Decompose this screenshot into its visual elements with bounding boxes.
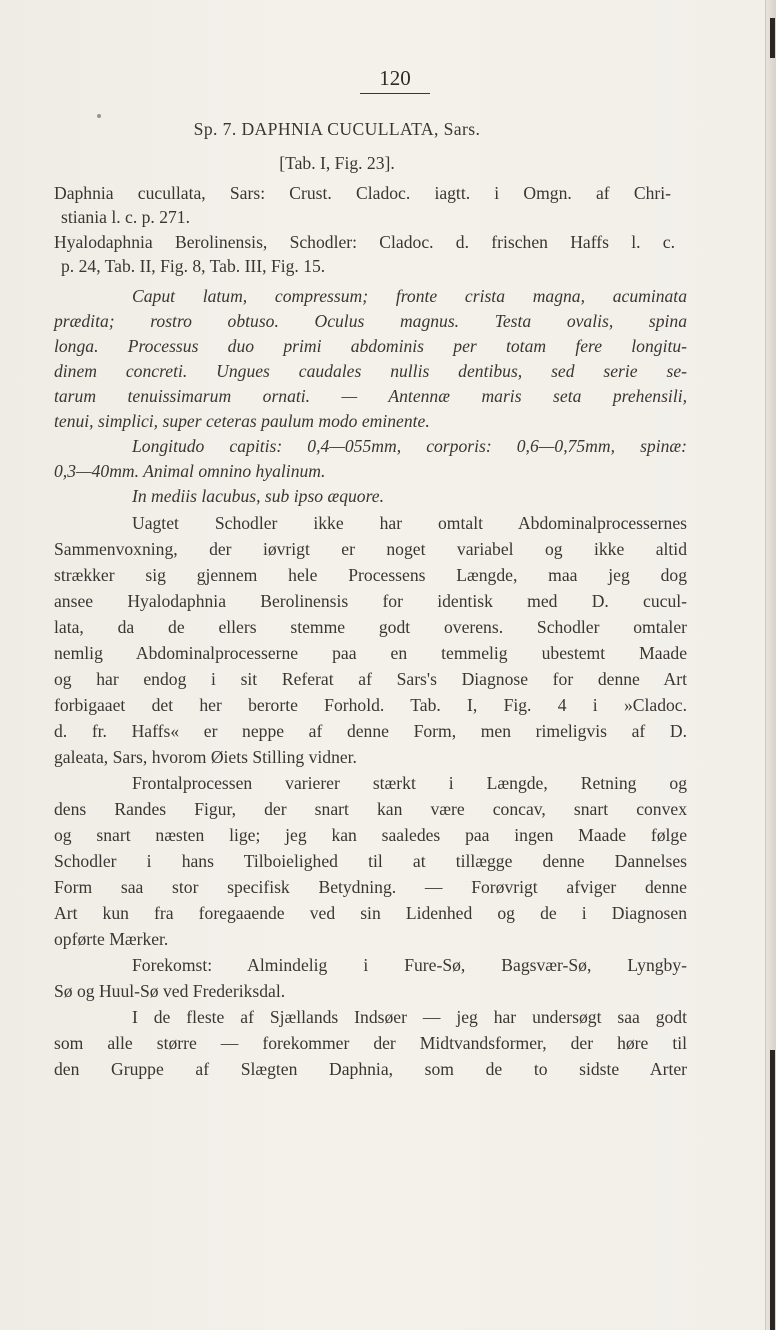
body-line: Uagtet Schodler ikke har omtalt Abdominalprocessernes <box>132 513 687 533</box>
latin-line: tenui, simplici, super ceteras paulum modo eminente. <box>54 411 430 431</box>
body-line: Frontalprocessen varierer stærkt i Længde, Retning og <box>132 773 687 793</box>
body-line: opførte Mærker. <box>54 929 169 949</box>
latin-line: tarum tenuissimarum ornati. — Antennæ maris seta prehensili, <box>54 386 687 406</box>
body-line: ansee Hyalodaphnia Berolinensis for identisk med D. cucul- <box>54 591 687 611</box>
plate-reference: [Tab. I, Fig. 23]. <box>279 153 395 173</box>
body-line: nemlig Abdominalprocesserne paa en temmelig ubestemt Maade <box>54 643 687 663</box>
latin-line: longa. Processus duo primi abdominis per totam fere longitu- <box>54 336 687 356</box>
synonym-line: Daphnia cucullata, Sars: Crust. Cladoc. iagtt. i Omgn. af Chri- <box>54 183 671 203</box>
latin-line: dinem concreti. Ungues caudales nullis dentibus, sed serie se- <box>54 361 687 381</box>
body-line: I de fleste af Sjællands Indsøer — jeg har undersøgt saa godt <box>132 1007 687 1027</box>
occurrence-line: Forekomst: Almindelig i Fure-Sø, Bagsvær-Sø, Lyngby- <box>132 955 687 975</box>
body-line: og har endog i sit Referat af Sars's Diagnose for denne Art <box>54 669 687 689</box>
page-edge <box>765 0 776 1330</box>
occurrence-line: Sø og Huul-Sø ved Frederiksdal. <box>54 981 286 1001</box>
body-line: strækker sig gjennem hele Processens Længde, maa jeg dog <box>54 565 687 585</box>
edge-mark <box>770 18 775 58</box>
body-line: Art kun fra foregaaende ved sin Lidenhed og de i Diagnosen <box>54 903 687 923</box>
edge-mark <box>770 1050 775 1330</box>
habitat-line: In mediis lacubus, sub ipso æquore. <box>132 486 385 506</box>
body-line: som alle større — forekommer der Midtvandsformer, der høre til <box>54 1033 687 1053</box>
body-line: galeata, Sars, hvorom Øiets Stilling vidner. <box>54 747 357 767</box>
synonym-line: Hyalodaphnia Berolinensis, Schodler: Cladoc. d. frischen Haffs l. c. <box>54 232 675 252</box>
body-line: Sammenvoxning, der iøvrigt er noget variabel og ikke altid <box>54 539 687 559</box>
body-line: forbigaaet det her berorte Forhold. Tab. I, Fig. 4 i »Cladoc. <box>54 695 687 715</box>
measurement-line: Longitudo capitis: 0,4—055mm, corporis: 0,6—0,75mm, spinæ: <box>132 436 687 456</box>
body-line: d. fr. Haffs« er neppe af denne Form, men rimeligvis af D. <box>54 721 687 741</box>
page-number: 120 <box>360 66 430 94</box>
species-heading: Sp. 7. DAPHNIA CUCULLATA, Sars. <box>193 119 481 139</box>
latin-line: prædita; rostro obtuso. Oculus magnus. Testa ovalis, spina <box>54 311 687 331</box>
synonym-line: p. 24, Tab. II, Fig. 8, Tab. III, Fig. 15. <box>61 256 326 276</box>
body-line: og snart næsten lige; jeg kan saaledes paa ingen Maade følge <box>54 825 687 845</box>
measurement-line: 0,3—40mm. Animal omnino hyalinum. <box>54 461 326 481</box>
synonym-line: stiania l. c. p. 271. <box>61 207 190 227</box>
body-line: Form saa stor specifisk Betydning. — Forøvrigt afviger denne <box>54 877 687 897</box>
body-line: dens Randes Figur, der snart kan være concav, snart convex <box>54 799 687 819</box>
body-line: den Gruppe af Slægten Daphnia, som de to sidste Arter <box>54 1059 687 1079</box>
body-line: Schodler i hans Tilboielighed til at tillægge denne Dannelses <box>54 851 687 871</box>
latin-line: Caput latum, compressum; fronte crista magna, acuminata <box>132 286 687 306</box>
body-line: lata, da de ellers stemme godt overens. Schodler omtaler <box>54 617 687 637</box>
